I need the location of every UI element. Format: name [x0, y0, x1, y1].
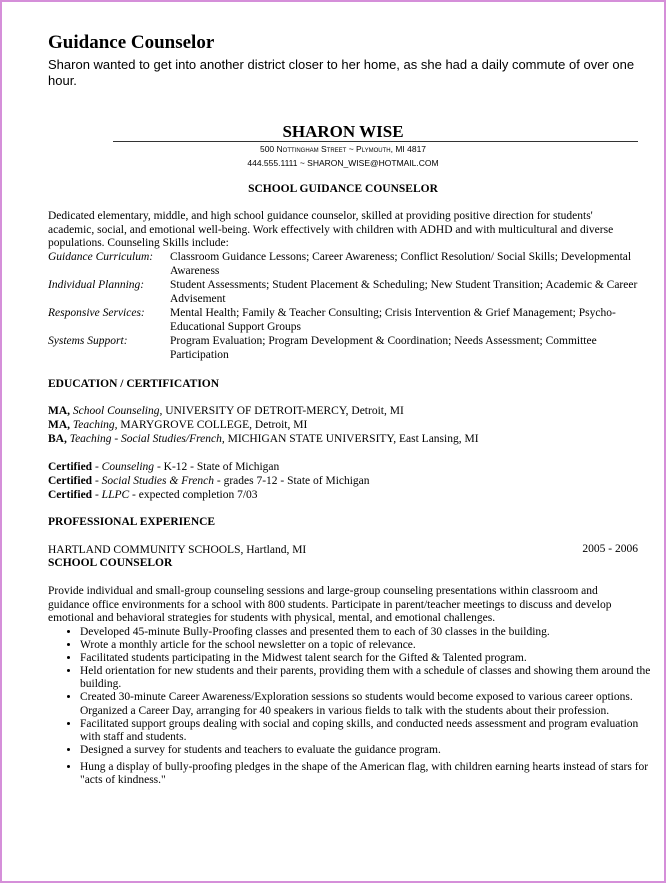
degree-school: MICHIGAN STATE UNIVERSITY, East Lansing, MI — [227, 433, 479, 445]
degree-line — [48, 432, 479, 446]
list-item: • Wrote a monthly article for the school newsletter on a topic of relevance. — [80, 639, 654, 652]
list-item: • Facilitated support groups dealing with social and coping skills, and conducted needs assessment and program evaluation with staff and students. — [80, 718, 654, 744]
skill-value: Program Evaluation; Program Development & Coordination; Needs Assessment; Committee Participation — [170, 335, 597, 361]
degree-type: MA, — [48, 419, 71, 431]
list-item: • Hung a display of bully-proofing pledges in the shape of the American flag, with children earning hearts instead of stars for "acts of kindness." — [80, 761, 654, 787]
job-summary: Provide individual and small-group counseling sessions and large-group counseling presentations within classroom and guidance office environments for a school with 800 students. Participate in parent/teacher meetings to discuss and develop emotional and behavioral strategies for students with physical, mental, and emotional challenges. — [48, 585, 612, 625]
cert-field: Counseling — [101, 461, 155, 473]
cert-field: LLPC — [101, 489, 130, 501]
skill-label: Guidance Curriculum: — [48, 251, 154, 263]
skill-value: Student Assessments; Student Placement & Scheduling; New Student Transition; Academic & Career Advisement — [170, 279, 638, 305]
phone-email-line: 444.555.1111 ~ SHARON_WISE@HOTMAIL.COM — [247, 158, 439, 168]
cert-detail: K-12 - State of Michigan — [163, 461, 280, 473]
degree-type: BA, — [48, 433, 67, 445]
list-item: • Facilitated students participating in the Midwest talent search for the Gifted & Talented program. — [80, 652, 654, 665]
education-heading: EDUCATION / CERTIFICATION — [48, 378, 220, 390]
degree-line — [48, 404, 404, 418]
degree-school: MARYGROVE COLLEGE, Detroit, MI — [120, 419, 308, 431]
list-item: • Held orientation for new students and their parents, providing them with a schedule of classes and showing them around the building. — [80, 665, 654, 691]
skill-value: Mental Health; Family & Teacher Consulting; Crisis Intervention & Grief Management; Psycho-Educational Support Groups — [170, 307, 616, 333]
skill-value: Classroom Guidance Lessons; Career Awareness; Conflict Resolution/ Social Skills; Developmental Awareness — [170, 251, 632, 277]
degree-field: Teaching, — [72, 419, 118, 431]
cert-line: Certified - Social Studies & French - grades 7-12 - State of Michigan — [48, 475, 370, 487]
intro-text: Sharon wanted to get into another district closer to her home, as she had a daily commute of over one hour. — [48, 57, 635, 88]
employer-line: HARTLAND COMMUNITY SCHOOLS, Hartland, MI — [48, 544, 307, 556]
list-item: • Created 30-minute Career Awareness/Exploration sessions so students would become exposed to various career options. Organized a Career Day, arranging for 40 speakers in various fields to talk with the students about their profession. — [80, 691, 654, 717]
list-item: • Designed a survey for students and teachers to evaluate the guidance program. — [80, 744, 654, 757]
degree-field: School Counseling, — [72, 405, 163, 417]
degree-school: UNIVERSITY OF DETROIT-MERCY, Detroit, MI — [165, 405, 404, 417]
skill-label: Responsive Services: — [48, 307, 145, 319]
degree-line — [48, 418, 307, 432]
degree-type: MA, — [48, 405, 71, 417]
list-item: • Developed 45-minute Bully-Proofing classes and presented them to each of 30 classes in the building. — [80, 626, 654, 639]
cert-line: Certified - Counseling - K-12 - State of Michigan — [48, 461, 280, 473]
cert-detail: grades 7-12 - State of Michigan — [223, 475, 370, 487]
cert-label: Certified — [48, 489, 93, 501]
cert-label: Certified — [48, 461, 93, 473]
skill-label: Systems Support: — [48, 335, 128, 347]
cert-label: Certified — [48, 475, 93, 487]
address-line: 500 Nottingham Street ~ Plymouth, MI 4817 — [259, 144, 427, 154]
experience-heading: PROFESSIONAL EXPERIENCE — [48, 516, 216, 528]
job-title: SCHOOL COUNSELOR — [48, 557, 173, 569]
page-title: Guidance Counselor — [48, 32, 215, 53]
cert-detail: expected completion 7/03 — [138, 489, 258, 501]
summary-text: Dedicated elementary, middle, and high school guidance counselor, skilled at providing positive direction for students' academic, social, and emotional well-being. Work effectively with children with ADHD and with multicultural and diverse populations. Counseling Skills include: — [48, 210, 614, 250]
skill-label: Individual Planning: — [48, 279, 145, 291]
cert-field: Social Studies & French — [101, 475, 214, 487]
achievement-list — [66, 626, 654, 787]
name-divider — [113, 141, 638, 142]
employment-dates: 2005 - 2006 — [582, 543, 638, 555]
degree-field: Teaching - Social Studies/French, — [69, 433, 225, 445]
headline: SCHOOL GUIDANCE COUNSELOR — [248, 183, 438, 195]
resume-name: SHARON WISE — [282, 122, 404, 141]
cert-line: Certified - LLPC - expected completion 7/03 — [48, 489, 258, 501]
